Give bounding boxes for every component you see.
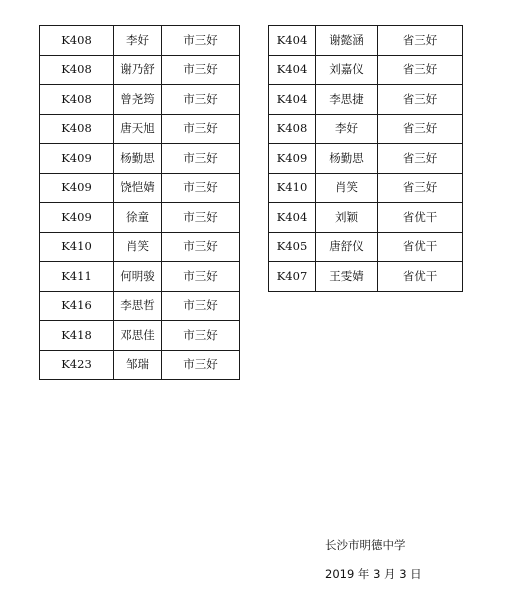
name-cell: 曾尧筠 <box>114 85 162 115</box>
award-cell: 市三好 <box>162 232 240 262</box>
table-row <box>40 144 240 174</box>
class-cell: K409 <box>40 173 114 203</box>
name-cell: 杨勤思 <box>114 144 162 174</box>
name-cell: 杨勤思 <box>316 144 378 174</box>
table-row <box>40 291 240 321</box>
class-cell: K408 <box>40 55 114 85</box>
name-cell: 邓思佳 <box>114 321 162 351</box>
award-cell: 省优干 <box>378 232 463 262</box>
name-cell: 肖笑 <box>114 232 162 262</box>
name-cell: 刘颖 <box>316 203 378 233</box>
name-cell: 徐童 <box>114 203 162 233</box>
award-cell: 市三好 <box>162 291 240 321</box>
award-cell: 省三好 <box>378 173 463 203</box>
class-cell: K404 <box>269 26 316 56</box>
name-cell: 肖笑 <box>316 173 378 203</box>
award-cell: 省三好 <box>378 26 463 56</box>
award-cell: 市三好 <box>162 262 240 292</box>
name-cell: 李好 <box>114 26 162 56</box>
name-cell: 唐舒仪 <box>316 232 378 262</box>
class-cell: K409 <box>269 144 316 174</box>
table-row <box>40 203 240 233</box>
award-cell: 市三好 <box>162 85 240 115</box>
class-cell: K408 <box>40 26 114 56</box>
class-cell: K410 <box>40 232 114 262</box>
table-row <box>40 26 240 56</box>
award-cell: 市三好 <box>162 55 240 85</box>
issue-date: 2019 年 3 月 3 日 <box>325 567 422 581</box>
table-row <box>40 321 240 351</box>
table-row <box>269 144 463 174</box>
name-cell: 何明骏 <box>114 262 162 292</box>
class-cell: K404 <box>269 55 316 85</box>
award-cell: 市三好 <box>162 173 240 203</box>
award-cell: 省三好 <box>378 85 463 115</box>
award-cell: 省三好 <box>378 55 463 85</box>
name-cell: 唐天旭 <box>114 114 162 144</box>
table-row <box>40 350 240 380</box>
award-cell: 省优干 <box>378 262 463 292</box>
table-row <box>269 26 463 56</box>
class-cell: K418 <box>40 321 114 351</box>
award-cell: 省三好 <box>378 144 463 174</box>
award-cell: 市三好 <box>162 203 240 233</box>
table-row <box>40 114 240 144</box>
class-cell: K416 <box>40 291 114 321</box>
class-cell: K410 <box>269 173 316 203</box>
class-cell: K409 <box>40 144 114 174</box>
class-cell: K408 <box>40 114 114 144</box>
award-cell: 市三好 <box>162 144 240 174</box>
name-cell: 刘嘉仪 <box>316 55 378 85</box>
table-row <box>269 232 463 262</box>
table-row <box>269 173 463 203</box>
name-cell: 李思捷 <box>316 85 378 115</box>
table-row <box>269 114 463 144</box>
award-cell: 市三好 <box>162 26 240 56</box>
name-cell: 谢懿涵 <box>316 26 378 56</box>
class-cell: K405 <box>269 232 316 262</box>
table-row <box>269 203 463 233</box>
city-award-table <box>39 25 240 380</box>
name-cell: 邹瑞 <box>114 350 162 380</box>
class-cell: K411 <box>40 262 114 292</box>
class-cell: K407 <box>269 262 316 292</box>
name-cell: 谢乃舒 <box>114 55 162 85</box>
table-row <box>269 262 463 292</box>
table-row <box>40 173 240 203</box>
province-award-table-body <box>269 26 463 292</box>
class-cell: K404 <box>269 85 316 115</box>
class-cell: K423 <box>40 350 114 380</box>
award-cell: 市三好 <box>162 114 240 144</box>
province-award-table <box>268 25 463 292</box>
name-cell: 王雯婧 <box>316 262 378 292</box>
table-row <box>269 85 463 115</box>
name-cell: 李思哲 <box>114 291 162 321</box>
table-row <box>40 232 240 262</box>
award-cell: 省三好 <box>378 114 463 144</box>
table-row <box>40 55 240 85</box>
table-row <box>269 55 463 85</box>
class-cell: K408 <box>269 114 316 144</box>
table-row <box>40 85 240 115</box>
class-cell: K409 <box>40 203 114 233</box>
school-name: 长沙市明德中学 <box>325 538 406 552</box>
city-award-table-body <box>40 26 240 380</box>
name-cell: 李好 <box>316 114 378 144</box>
award-cell: 市三好 <box>162 321 240 351</box>
award-cell: 市三好 <box>162 350 240 380</box>
class-cell: K408 <box>40 85 114 115</box>
class-cell: K404 <box>269 203 316 233</box>
award-cell: 省优干 <box>378 203 463 233</box>
table-row <box>40 262 240 292</box>
name-cell: 饶恺婧 <box>114 173 162 203</box>
